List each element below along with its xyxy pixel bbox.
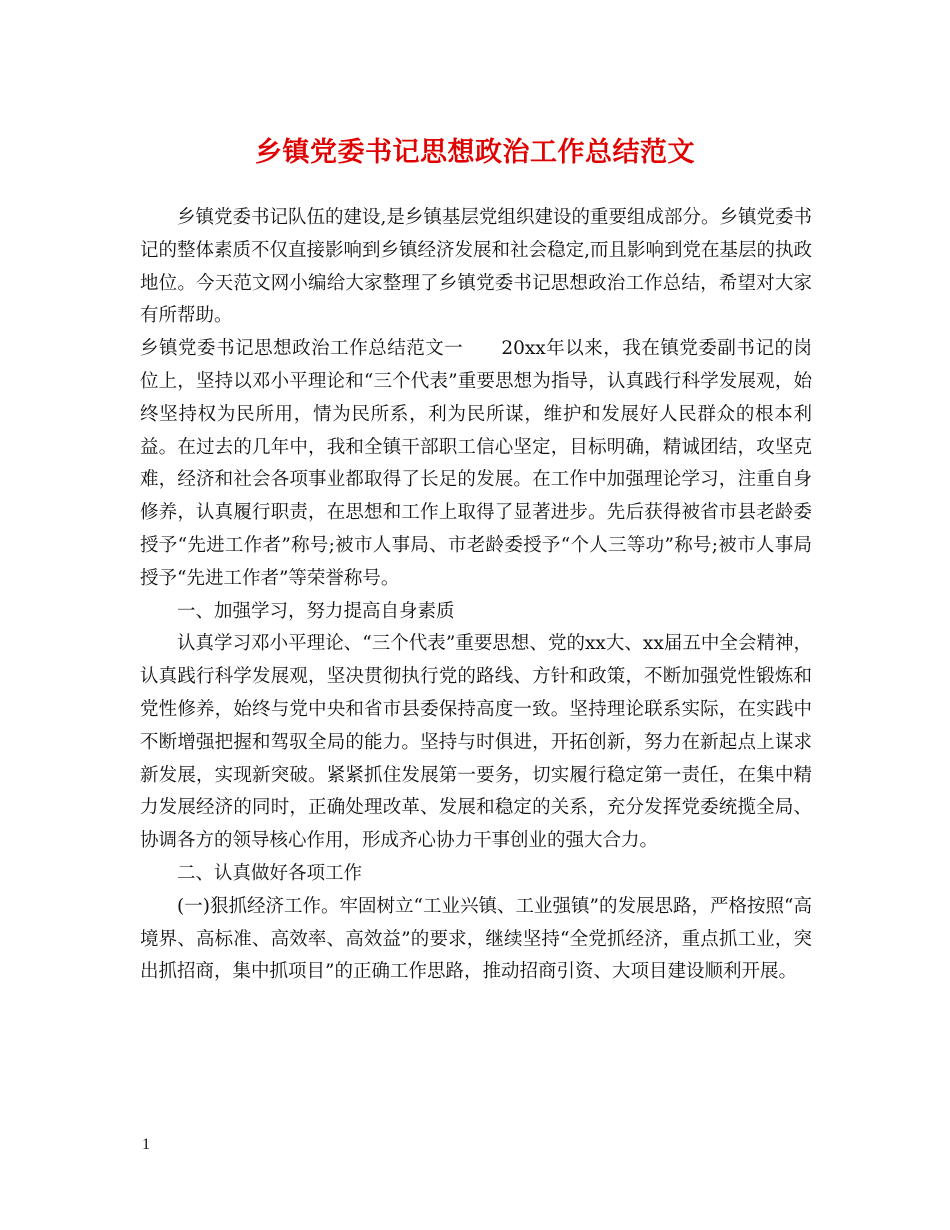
- paragraph-economy: (一)狠抓经济工作。牢固树立“工业兴镇、工业强镇”的发展思路，严格按照“高境界、高标准、高效率、高效益”的要求，继续坚持“全党抓经济，重点抓工业，突出抓招商，集中抓项目”的正确工作思路，推动招商引资、大项目建设顺利开展。: [140, 895, 812, 983]
- page-number: 1: [142, 1136, 150, 1153]
- document-title: 乡镇党委书记思想政治工作总结范文: [255, 137, 695, 168]
- heading-study: 一、加强学习，努力提高自身素质: [177, 600, 455, 622]
- paragraph-section-one: 乡镇党委书记思想政治工作总结范文一 20xx年以来，我在镇党委副书记的岗位上，坚持以邓小平理论和“三个代表”重要思想为指导，认真践行科学发展观，始终坚持权为民所用，情为民所系，利为民所谋，维护和发展好人民群众的根本利益。在过去的几年中，我和全镇干部职工信心坚定，目标明确，精诚团结，攻坚克难，经济和社会各项事业都取得了长足的发展。在工作中加强理论学习，注重自身修养，认真履行职责，在思想和工作上取得了显著进步。先后获得被省市县老龄委授予“先进工作者”称号;被市人事局、市老龄委授予“个人三等功”称号;被市人事局授予“先进工作者”等荣誉称号。: [140, 338, 812, 589]
- paragraph-intro: 乡镇党委书记队伍的建设,是乡镇基层党组织建设的重要组成部分。乡镇党委书记的整体素质不仅直接影响到乡镇经济发展和社会稳定,而且影响到党在基层的执政地位。今天范文网小编给大家整理了乡镇党委书记思想政治工作总结，希望对大家有所帮助。: [140, 207, 812, 327]
- paragraph-study: 认真学习邓小平理论、“三个代表”重要思想、党的xx大、xx届五中全会精神，认真践行科学发展观，坚决贯彻执行党的路线、方针和政策，不断加强党性锻炼和党性修养，始终与党中央和省市县委保持高度一致。坚持理论联系实际，在实践中不断增强把握和驾驭全局的能力。坚持与时俱进，开拓创新，努力在新起点上谋求新发展，实现新突破。紧紧抓住发展第一要务，切实履行稳定第一责任，在集中精力发展经济的同时，正确处理改革、发展和稳定的关系，充分发挥党委统揽全局、协调各方的领导核心作用，形成齐心协力干事创业的强大合力。: [140, 633, 812, 852]
- document-body: [140, 202, 812, 989]
- heading-work: 二、认真做好各项工作: [177, 862, 363, 884]
